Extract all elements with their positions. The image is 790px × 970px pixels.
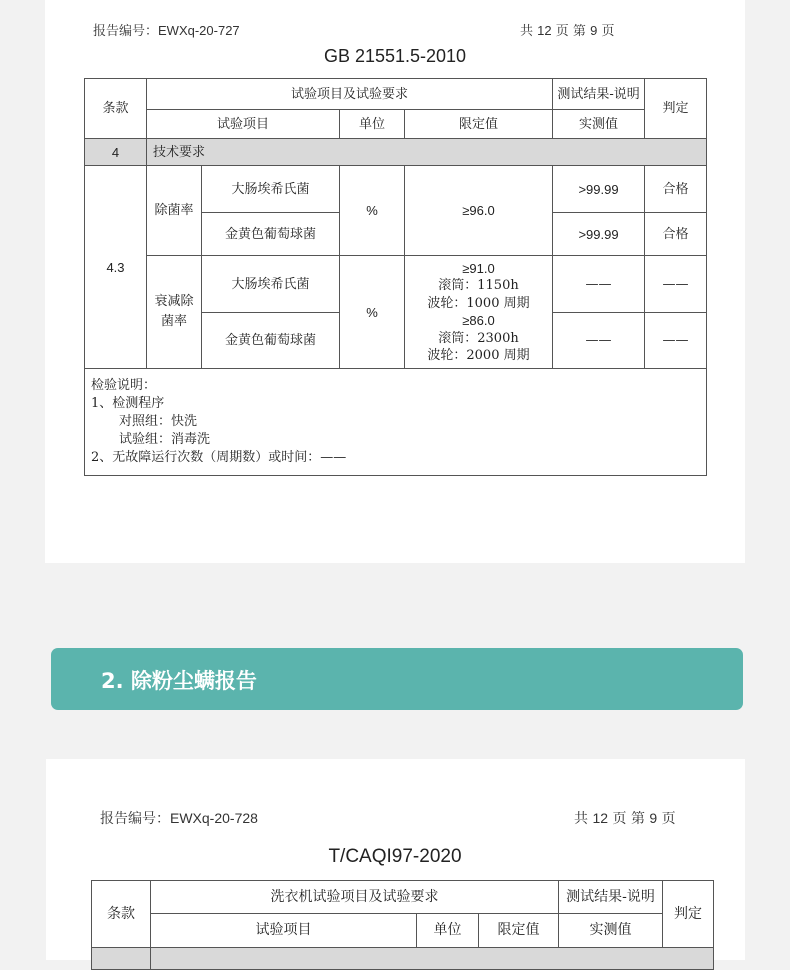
report-page-1	[45, 0, 745, 563]
group-name: 除菌率	[147, 166, 202, 256]
verdict-value: 合格	[645, 213, 707, 256]
test-item: 金黄色葡萄球菌	[202, 213, 340, 256]
section-banner-title: 2. 除粉尘螨报告	[101, 669, 257, 693]
header-clause: 条款	[85, 79, 147, 139]
clause-number: 4.3	[85, 166, 147, 369]
header-verdict: 判定	[645, 79, 707, 139]
header-results-group: 测试结果-说明	[553, 79, 645, 110]
header-clause: 条款	[92, 881, 151, 948]
test-results-table	[84, 78, 707, 476]
unit-value: %	[340, 256, 405, 369]
test-item: 大肠埃希氏菌	[202, 256, 340, 313]
test-item: 大肠埃希氏菌	[202, 166, 340, 213]
measured-value: ——	[553, 256, 645, 313]
page-indicator: 共 12 页 第 9 页	[574, 810, 676, 827]
unit-value: %	[340, 166, 405, 256]
section-title: 技术要求	[147, 139, 707, 166]
limit-value: ≥96.0	[405, 166, 553, 256]
report-page-2	[46, 759, 745, 960]
page-indicator: 共 12 页 第 9 页	[520, 23, 615, 39]
header-item: 试验项目	[151, 914, 417, 948]
header-items-group: 洗衣机试验项目及试验要求	[151, 881, 559, 914]
group-name: 衰减除菌率	[147, 256, 202, 369]
test-item: 金黄色葡萄球菌	[202, 313, 340, 369]
test-notes: 检验说明： 1、检测程序 对照组：快洗 试验组：消毒洗 2、无故障运行次数（周期数）或时间：——	[85, 369, 707, 476]
test-results-table	[91, 880, 714, 970]
header-verdict: 判定	[663, 881, 714, 948]
verdict-value: ——	[645, 256, 707, 313]
measured-value: ——	[553, 313, 645, 369]
verdict-value: 合格	[645, 166, 707, 213]
verdict-value: ——	[645, 313, 707, 369]
section-title	[151, 948, 714, 970]
section-clause	[92, 948, 151, 970]
header-unit: 单位	[417, 914, 479, 948]
report-number: 报告编号：EWXq-20-728	[100, 810, 258, 827]
header-unit: 单位	[340, 110, 405, 139]
standard-title: T/CAQI97-2020	[328, 846, 462, 867]
section-clause: 4	[85, 139, 147, 166]
standard-title: GB 21551.5-2010	[323, 46, 467, 66]
header-measured: 实测值	[553, 110, 645, 139]
measured-value: >99.99	[553, 166, 645, 213]
section-banner	[51, 648, 743, 710]
header-item: 试验项目	[147, 110, 340, 139]
header-items-group: 试验项目及试验要求	[147, 79, 553, 110]
header-results-group: 测试结果-说明	[559, 881, 663, 914]
header-limit: 限定值	[479, 914, 559, 948]
header-limit: 限定值	[405, 110, 553, 139]
header-measured: 实测值	[559, 914, 663, 948]
limit-conditions: ≥91.0 滚筒：1150h 波轮：1000 周期 ≥86.0 滚筒：2300h 波轮：2000 周期	[405, 256, 553, 369]
measured-value: >99.99	[553, 213, 645, 256]
report-number: 报告编号：EWXq-20-727	[93, 23, 240, 39]
